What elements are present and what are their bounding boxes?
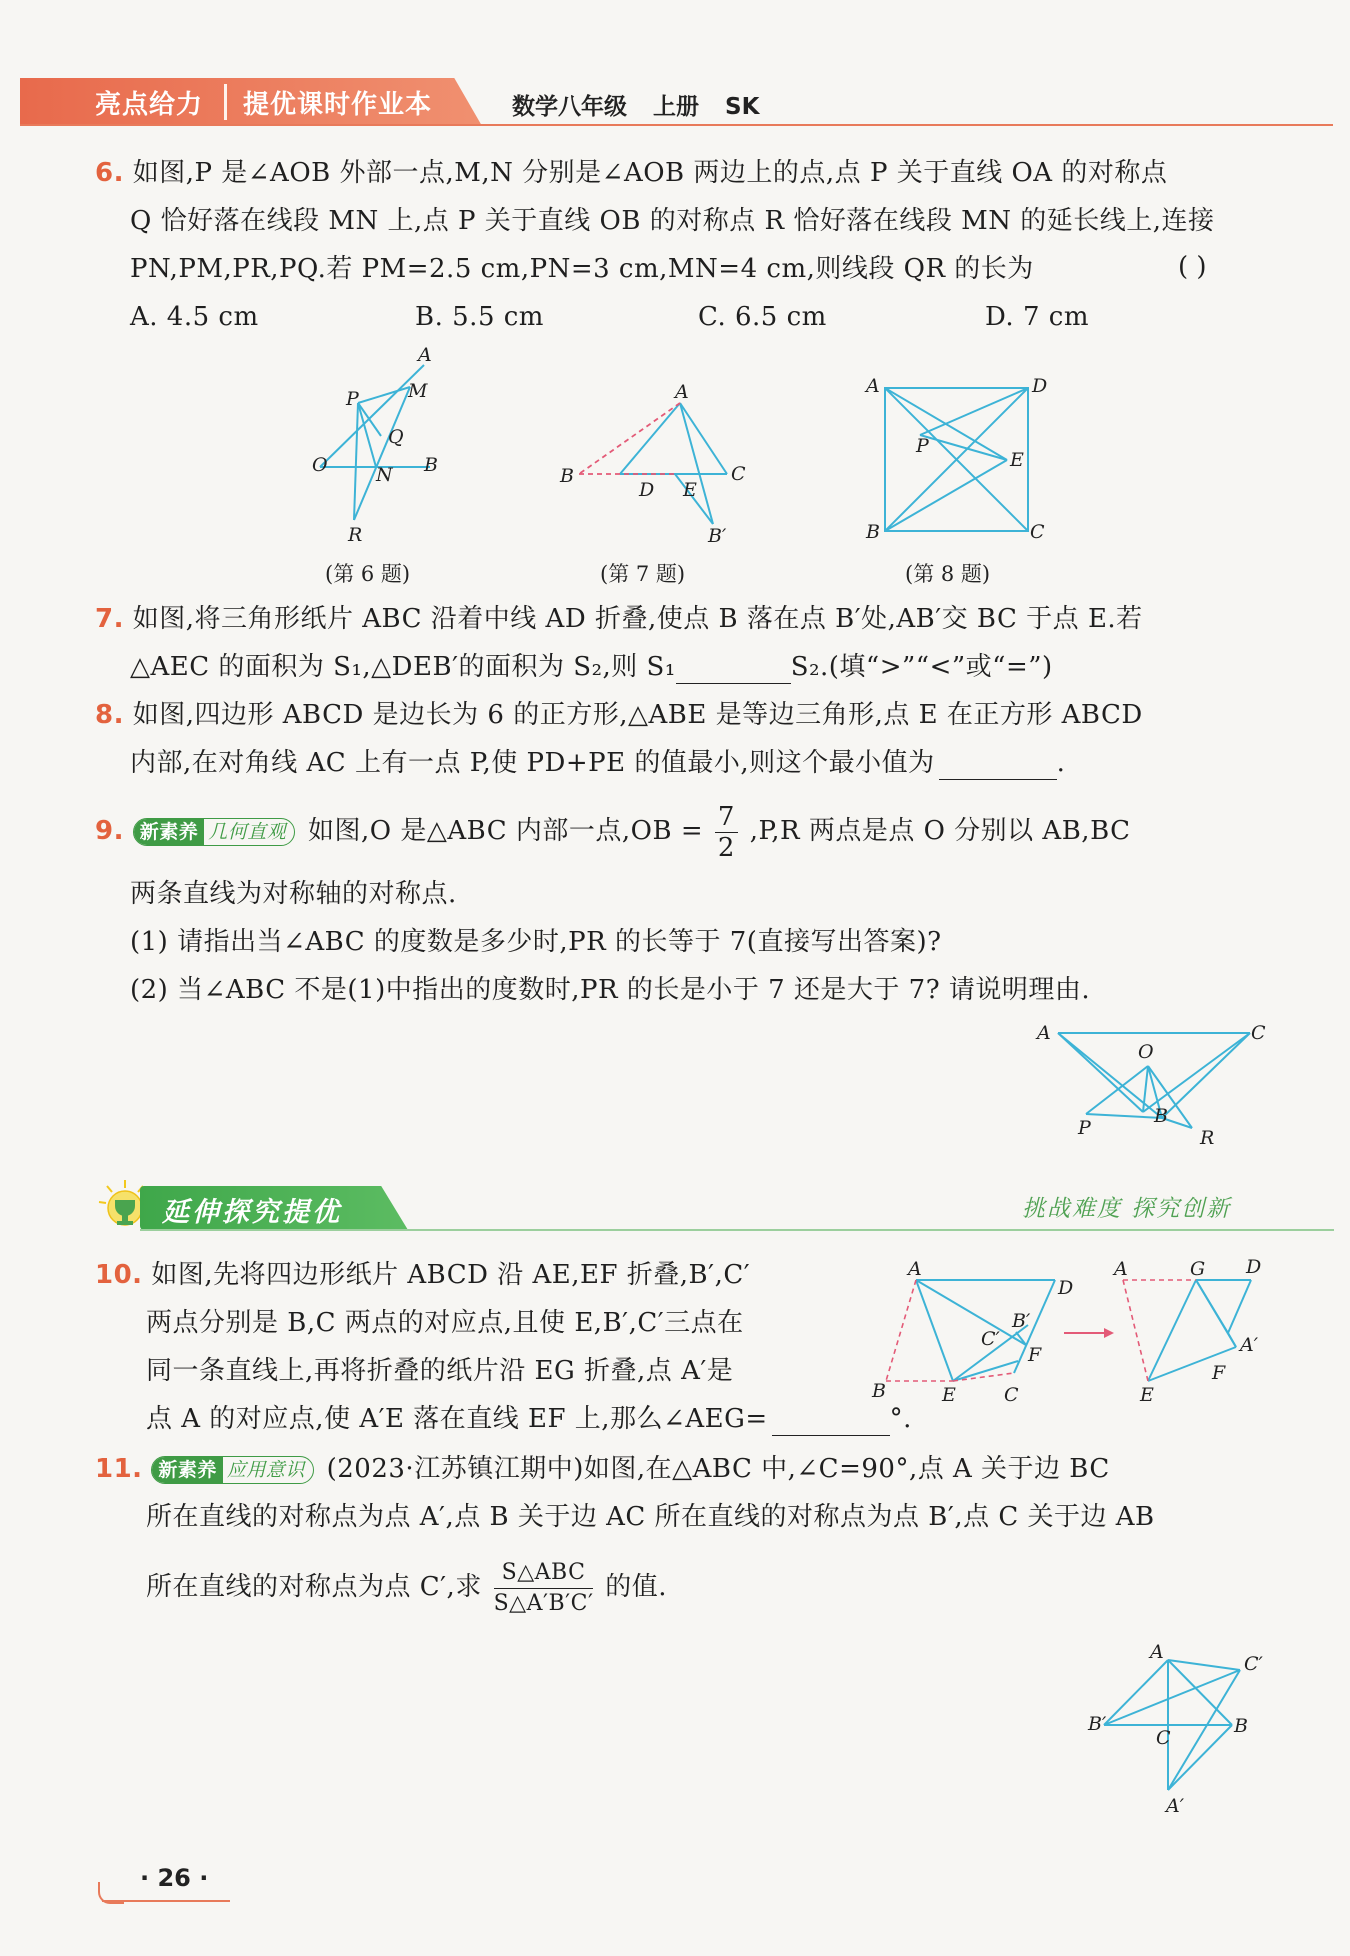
q9-number: 9. bbox=[95, 816, 124, 846]
section-title: 延伸探究提优 bbox=[162, 1197, 342, 1228]
fig10-label-d2: D bbox=[1246, 1256, 1262, 1278]
q9-frac-den: 2 bbox=[717, 832, 735, 863]
fig7-label-b: B bbox=[560, 465, 574, 487]
q10-text4b: °. bbox=[889, 1404, 912, 1434]
fig7-label-a: A bbox=[675, 381, 689, 403]
fig10-label-e2: E bbox=[1140, 1384, 1154, 1406]
q9-sub2: (2) 当∠ABC 不是(1)中指出的度数时,PR 的长是小于 7 还是大于 7? 请说明理由. bbox=[130, 975, 1091, 1005]
fig8-label-c: C bbox=[1030, 521, 1045, 543]
fig6-label-a: A bbox=[418, 345, 432, 366]
q11-tag-topic: 应用意识 bbox=[226, 1459, 305, 1481]
q11-frac-den: S△A′B′C′ bbox=[493, 1590, 594, 1616]
q10-line4 bbox=[146, 1402, 912, 1436]
q7-answer-blank[interactable] bbox=[676, 655, 791, 684]
section-tagline: 挑战难度 探究创新 bbox=[1022, 1196, 1232, 1222]
q6-answer-paren: ( ) bbox=[1178, 252, 1207, 282]
fig6-label-o: O bbox=[312, 454, 328, 476]
header-brand: 亮点给力 bbox=[95, 90, 204, 120]
fig6-label-p: P bbox=[346, 388, 359, 410]
q6-line2: Q 恰好落在线段 MN 上,点 P 关于直线 OB 的对称点 R 恰好落在线段 MN 的延长线上,连接 bbox=[130, 206, 1215, 236]
fig8-label-a: A bbox=[866, 375, 880, 397]
q6-option-b: B. 5.5 cm bbox=[415, 302, 544, 332]
q9-fraction bbox=[715, 802, 738, 863]
q9-tag-label: 新素养 bbox=[134, 819, 205, 845]
section-rule bbox=[140, 1229, 1334, 1231]
figure-q7 bbox=[555, 378, 755, 548]
q8-end: . bbox=[1056, 748, 1066, 778]
fig10-label-a-prime: A′ bbox=[1240, 1334, 1259, 1356]
fig7-label-e: E bbox=[683, 479, 697, 501]
fig9-label-c: C bbox=[1251, 1022, 1266, 1044]
figure-q10 bbox=[868, 1255, 1268, 1410]
fig8-label-e: E bbox=[1010, 449, 1024, 471]
q11-text3b: 的值. bbox=[605, 1572, 667, 1602]
fig10-label-c: C bbox=[1004, 1384, 1019, 1406]
fig10-label-f: F bbox=[1028, 1344, 1042, 1366]
fig11-label-b-prime: B′ bbox=[1088, 1713, 1107, 1735]
fig9-label-r: R bbox=[1200, 1127, 1215, 1149]
q10-text1: 如图,先将四边形纸片 ABCD 沿 AE,EF 折叠,B′,C′ bbox=[151, 1260, 751, 1290]
fig8-label-d: D bbox=[1032, 375, 1048, 397]
fig10-label-a: A bbox=[908, 1258, 922, 1280]
fig11-label-a: A bbox=[1150, 1641, 1164, 1663]
q6-option-d: D. 7 cm bbox=[985, 302, 1089, 332]
fig10-label-a2: A bbox=[1114, 1258, 1128, 1280]
fig11-label-a-prime: A′ bbox=[1166, 1795, 1185, 1817]
header-rule bbox=[20, 124, 1333, 126]
fig7-label-b-prime: B′ bbox=[708, 525, 727, 547]
fig8-label-b: B bbox=[866, 521, 880, 543]
q9-frac-num: 7 bbox=[715, 802, 738, 833]
q11-frac-num: S△ABC bbox=[494, 1558, 594, 1589]
q11-text1: (2023·江苏镇江期中)如图,在△ABC 中,∠C=90°,点 A 关于边 BC bbox=[326, 1454, 1110, 1484]
fig10-label-c-prime: C′ bbox=[981, 1328, 1000, 1350]
page-number-rule bbox=[102, 1900, 230, 1902]
figure-q6 bbox=[300, 345, 460, 550]
fig7-label-c: C bbox=[731, 463, 746, 485]
q10-line2: 两点分别是 B,C 两点的对应点,且使 E,B′,C′三点在 bbox=[146, 1308, 744, 1338]
q6-line3: PN,PM,PR,PQ.若 PM=2.5 cm,PN=3 cm,MN=4 cm,则线段 QR 的长为 bbox=[130, 254, 1034, 284]
header-subtitle: 提优课时作业本 bbox=[243, 90, 433, 120]
fig7-label-d: D bbox=[639, 479, 655, 501]
q11-tag-label: 新素养 bbox=[152, 1457, 223, 1483]
q9-text1a: 如图,O 是△ABC 内部一点,OB = bbox=[308, 816, 704, 846]
q9-line1 bbox=[95, 796, 1131, 866]
fig10-label-g: G bbox=[1190, 1258, 1206, 1280]
q7-number: 7. bbox=[95, 604, 124, 634]
q6-line1 bbox=[95, 156, 1167, 190]
q8-text1: 如图,四边形 ABCD 是边长为 6 的正方形,△ABE 是等边三角形,点 E 在正方形 ABCD bbox=[132, 700, 1143, 730]
fig6-label-m: M bbox=[408, 380, 428, 402]
q11-line3 bbox=[146, 1552, 667, 1622]
q9-sub1: (1) 请指出当∠ABC 的度数是多少时,PR 的长等于 7(直接写出答案)? bbox=[130, 927, 942, 957]
q11-line2: 所在直线的对称点为点 A′,点 B 关于边 AC 所在直线的对称点为点 B′,点 C 关于边 AB bbox=[146, 1502, 1155, 1532]
figure-q8 bbox=[860, 370, 1060, 552]
page-number: · 26 · bbox=[140, 1864, 209, 1892]
q9-tag-topic: 几何直观 bbox=[208, 821, 287, 843]
fig9-label-b: B bbox=[1154, 1105, 1168, 1127]
q9-text1b: ,P,R 两点是点 O 分别以 AB,BC bbox=[749, 816, 1131, 846]
q10-number: 10. bbox=[95, 1260, 143, 1290]
q11-literacy-tag bbox=[151, 1456, 314, 1484]
q8-line1 bbox=[95, 698, 1143, 732]
fig7-caption: (第 7 题) bbox=[600, 562, 686, 586]
q9-literacy-tag bbox=[133, 818, 296, 846]
q11-fraction bbox=[494, 1558, 594, 1619]
fig9-label-p: P bbox=[1078, 1117, 1091, 1139]
fig10-label-f2: F bbox=[1212, 1362, 1226, 1384]
q7-text1: 如图,将三角形纸片 ABC 沿着中线 AD 折叠,使点 B 落在点 B′处,AB′交 BC 于点 E.若 bbox=[132, 604, 1143, 634]
header-separator bbox=[224, 84, 227, 120]
q11-line1 bbox=[95, 1452, 1110, 1486]
q8-number: 8. bbox=[95, 700, 124, 730]
q10-text4a: 点 A 的对应点,使 A′E 落在直线 EF 上,那么∠AEG= bbox=[146, 1404, 768, 1434]
fig11-label-c: C bbox=[1156, 1727, 1171, 1749]
q7-line1 bbox=[95, 602, 1143, 636]
q10-line1 bbox=[95, 1258, 750, 1292]
figure-q11 bbox=[1080, 1640, 1280, 1820]
q11-number: 11. bbox=[95, 1454, 143, 1484]
q7-line2 bbox=[130, 650, 1053, 684]
fig10-label-e: E bbox=[942, 1384, 956, 1406]
fig6-label-n: N bbox=[376, 464, 393, 486]
q8-line2 bbox=[130, 746, 1065, 780]
fig8-caption: (第 8 题) bbox=[905, 562, 991, 586]
fig10-label-d: D bbox=[1058, 1277, 1074, 1299]
q7-text2b: S₂.(填“>”“<”或“=”) bbox=[790, 652, 1053, 682]
fig8-label-p: P bbox=[916, 435, 929, 457]
fig10-label-b-prime: B′ bbox=[1012, 1310, 1031, 1332]
fig6-label-b: B bbox=[424, 454, 438, 476]
fig11-label-c-prime: C′ bbox=[1244, 1653, 1263, 1675]
figure-q9 bbox=[1030, 1018, 1275, 1153]
q8-answer-blank[interactable] bbox=[939, 751, 1057, 780]
q6-option-a: A. 4.5 cm bbox=[130, 302, 259, 332]
q6-text1: 如图,P 是∠AOB 外部一点,M,N 分别是∠AOB 两边上的点,点 P 关于直线 OA 的对称点 bbox=[132, 158, 1168, 188]
fig11-label-b: B bbox=[1234, 1715, 1248, 1737]
fig9-label-a: A bbox=[1037, 1022, 1051, 1044]
q6-number: 6. bbox=[95, 158, 124, 188]
fig9-label-o: O bbox=[1138, 1041, 1154, 1063]
fig6-label-q: Q bbox=[388, 426, 404, 448]
q6-option-c: C. 6.5 cm bbox=[698, 302, 827, 332]
q7-text2a: △AEC 的面积为 S₁,△DEB′的面积为 S₂,则 S₁ bbox=[130, 652, 676, 682]
q9-line2: 两条直线为对称轴的对称点. bbox=[130, 879, 457, 909]
fig6-caption: (第 6 题) bbox=[325, 562, 411, 586]
q11-text3a: 所在直线的对称点为点 C′,求 bbox=[146, 1572, 482, 1602]
header-book-info: 数学八年级 上册 SK bbox=[512, 94, 760, 120]
q10-line3: 同一条直线上,再将折叠的纸片沿 EG 折叠,点 A′是 bbox=[146, 1356, 734, 1386]
q8-text2: 内部,在对角线 AC 上有一点 P,使 PD+PE 的值最小,则这个最小值为 bbox=[130, 748, 935, 778]
fig10-label-b: B bbox=[872, 1380, 886, 1402]
fig6-label-r: R bbox=[348, 524, 363, 546]
q10-answer-blank[interactable] bbox=[772, 1407, 890, 1436]
